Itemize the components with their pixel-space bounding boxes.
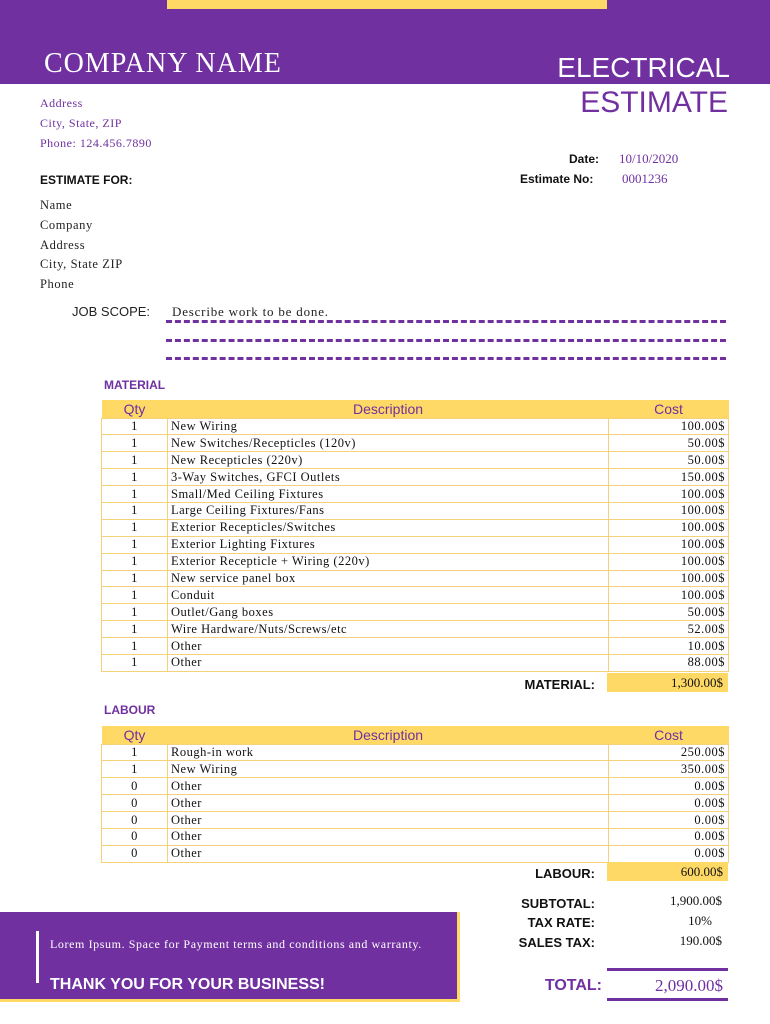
table-row [102,587,729,604]
description-cell: Other [168,812,609,829]
date-value: 10/10/2020 [619,151,679,166]
qty-cell: 1 [102,604,168,621]
description-cell: Other [168,795,609,812]
description-cell: Other [168,638,609,655]
total-value: 2,090.00$ [655,976,723,995]
company-info [40,93,152,153]
qty-cell: 0 [102,795,168,812]
description-cell: Other [168,778,609,795]
date-label: Date: [569,152,600,166]
document-title-line2: ESTIMATE [580,86,728,119]
qty-cell: 1 [102,761,168,778]
description-cell: New Switches/Recepticles (120v) [168,435,609,452]
tax-rate-label: TAX RATE: [527,915,595,930]
cost-cell: 100.00$ [609,553,729,570]
job-scope-label: JOB SCOPE: [72,304,151,319]
client-company: Company [40,217,93,232]
cost-cell: 100.00$ [609,418,729,435]
subtotal-label: SUBTOTAL: [521,896,595,911]
cost-cell: 10.00$ [609,638,729,655]
subtotal-value: 1,900.00$ [670,893,722,908]
qty-header: Qty [102,400,168,418]
description-cell: Exterior Recepticles/Switches [168,519,609,536]
material-table [101,400,729,672]
header-accent-bar [167,0,607,9]
cost-cell: 88.00$ [609,654,729,671]
cost-cell: 150.00$ [609,469,729,486]
material-header-row [102,400,729,418]
qty-header: Qty [102,726,168,744]
qty-cell: 1 [102,553,168,570]
table-row [102,778,729,795]
cost-cell: 50.00$ [609,452,729,469]
material-subtotal-label: MATERIAL: [524,677,595,692]
cost-cell: 100.00$ [609,502,729,519]
description-cell: 3-Way Switches, GFCI Outlets [168,469,609,486]
cost-cell: 100.00$ [609,587,729,604]
description-cell: Wire Hardware/Nuts/Screws/etc [168,621,609,638]
client-phone: Phone [40,277,75,292]
job-scope-line [166,357,726,360]
description-cell: New Recepticles (220v) [168,452,609,469]
client-address: Address [40,237,86,252]
qty-cell: 1 [102,469,168,486]
qty-cell: 1 [102,536,168,553]
cost-header: Cost [609,726,729,744]
table-row [102,486,729,503]
company-name: COMPANY NAME [44,48,282,79]
cost-cell: 52.00$ [609,621,729,638]
cost-cell: 50.00$ [609,604,729,621]
qty-cell: 1 [102,452,168,469]
estimate-no-label: Estimate No: [520,172,594,186]
table-row [102,812,729,829]
description-cell: Other [168,654,609,671]
qty-cell: 1 [102,519,168,536]
description-cell: Exterior Recepticle + Wiring (220v) [168,553,609,570]
cost-cell: 350.00$ [609,761,729,778]
qty-cell: 1 [102,435,168,452]
table-row [102,654,729,671]
company-address: Address [40,96,83,110]
client-info [40,196,123,295]
labour-header-row [102,726,729,744]
labour-table [101,726,729,863]
cost-cell: 100.00$ [609,570,729,587]
description-cell: Other [168,845,609,862]
labour-section-title: LABOUR [104,703,156,717]
qty-cell: 1 [102,621,168,638]
labour-subtotal-value: 600.00$ [607,862,728,881]
cost-cell: 100.00$ [609,486,729,503]
description-cell: New Wiring [168,761,609,778]
qty-cell: 1 [102,654,168,671]
qty-cell: 1 [102,587,168,604]
table-row [102,519,729,536]
description-cell: Large Ceiling Fixtures/Fans [168,502,609,519]
total-rule-bottom [607,998,728,1001]
cost-cell: 100.00$ [609,519,729,536]
description-cell: Rough-in work [168,744,609,761]
table-row [102,536,729,553]
thank-you-message: THANK YOU FOR YOUR BUSINESS! [50,976,325,993]
table-row [102,621,729,638]
table-row [102,638,729,655]
description-cell: New Wiring [168,418,609,435]
cost-cell: 50.00$ [609,435,729,452]
material-section-title: MATERIAL [104,378,166,392]
total-rule-top [607,968,728,971]
cost-header: Cost [609,400,729,418]
estimate-no-value: 0001236 [622,171,668,186]
description-header: Description [168,726,609,744]
job-scope-line [166,339,726,342]
description-cell: Other [168,828,609,845]
description-cell: Small/Med Ceiling Fixtures [168,486,609,503]
cost-cell: 0.00$ [609,812,729,829]
table-row [102,828,729,845]
table-row [102,761,729,778]
description-cell: Conduit [168,587,609,604]
company-phone: Phone: 124.456.7890 [40,136,152,150]
qty-cell: 1 [102,486,168,503]
qty-cell: 1 [102,418,168,435]
qty-cell: 0 [102,845,168,862]
table-row [102,570,729,587]
table-row [102,845,729,862]
terms-accent-bar [36,931,39,983]
sales-tax-value: 190.00$ [679,933,722,948]
qty-cell: 0 [102,778,168,795]
qty-cell: 1 [102,570,168,587]
sales-tax-label: SALES TAX: [518,935,595,950]
table-row [102,744,729,761]
table-row [102,553,729,570]
table-row [102,469,729,486]
cost-cell: 0.00$ [609,795,729,812]
qty-cell: 1 [102,744,168,761]
description-cell: New service panel box [168,570,609,587]
labour-subtotal-label: LABOUR: [535,866,595,881]
description-cell: Outlet/Gang boxes [168,604,609,621]
qty-cell: 0 [102,812,168,829]
qty-cell: 1 [102,638,168,655]
company-city-state-zip: City, State, ZIP [40,116,122,130]
tax-rate-value: 10% [688,913,712,928]
document-title-line1: ELECTRICAL [557,52,730,83]
estimate-for-heading: ESTIMATE FOR: [40,173,133,187]
job-scope-line [166,320,726,323]
table-row [102,604,729,621]
table-row [102,795,729,812]
qty-cell: 1 [102,502,168,519]
client-city-state-zip: City, State ZIP [40,257,123,272]
payment-terms-text: Lorem Ipsum. Space for Payment terms and conditions and warranty. [50,937,422,951]
table-row [102,502,729,519]
table-row [102,435,729,452]
qty-cell: 0 [102,828,168,845]
client-name: Name [40,198,73,212]
cost-cell: 250.00$ [609,744,729,761]
cost-cell: 0.00$ [609,845,729,862]
cost-cell: 0.00$ [609,778,729,795]
material-subtotal-value: 1,300.00$ [607,673,728,692]
cost-cell: 100.00$ [609,536,729,553]
job-scope-text: Describe work to be done. [172,304,329,319]
table-row [102,418,729,435]
description-cell: Exterior Lighting Fixtures [168,536,609,553]
total-label: TOTAL: [544,977,602,994]
description-header: Description [168,400,609,418]
cost-cell: 0.00$ [609,828,729,845]
table-row [102,452,729,469]
